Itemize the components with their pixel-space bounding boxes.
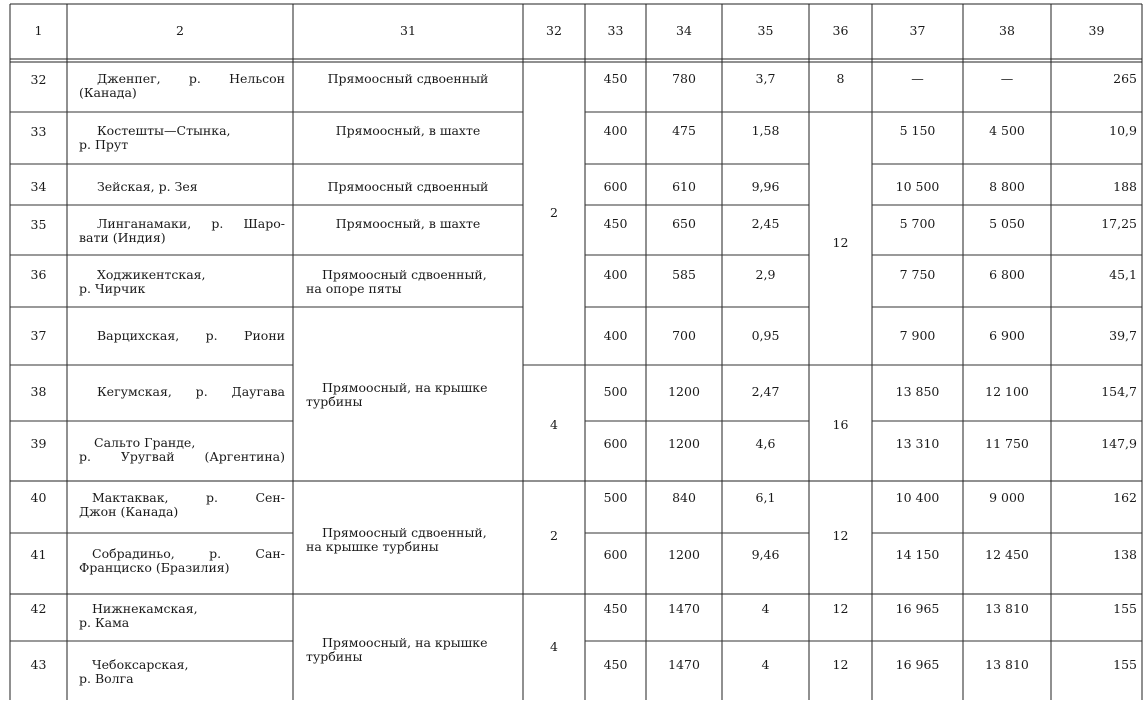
col34-value: 780	[672, 71, 696, 86]
station-name: Нижнекамская,	[92, 601, 198, 616]
station-name-cont: Франциско (Бразилия)	[79, 560, 230, 575]
col37-value: 5 150	[899, 123, 936, 138]
row-number: 40	[30, 490, 47, 505]
station-name: Чебоксарская,	[92, 657, 189, 672]
col37-value: 13 850	[895, 384, 940, 399]
row-number: 35	[30, 217, 47, 232]
type-description: Прямоосный сдвоенный	[327, 71, 489, 86]
col35-value: 4,6	[755, 436, 776, 451]
station-name: Кегумская, р. Даугава	[97, 384, 285, 399]
col39-value: 154,7	[1101, 384, 1137, 399]
col33-value: 450	[603, 71, 628, 86]
col37-value: —	[911, 71, 924, 86]
col38-value: 13 810	[985, 601, 1029, 616]
col33-value: 450	[603, 216, 628, 231]
station-name: Мактаквак, р. Сен-	[92, 490, 285, 505]
col34-value: 700	[672, 328, 696, 343]
col35-value: 6,1	[755, 490, 776, 505]
row-number: 43	[30, 657, 47, 672]
col35-value: 2,47	[751, 384, 780, 399]
col33-value: 600	[603, 547, 628, 562]
col35-value: 4	[761, 657, 770, 672]
header-cell-32: 32	[546, 23, 562, 38]
station-name: Собрадиньо, р. Сан-	[92, 546, 285, 561]
header-cell-38: 38	[999, 23, 1015, 38]
col37-value: 5 700	[899, 216, 936, 231]
col37-value: 10 400	[895, 490, 940, 505]
header-cell-37: 37	[909, 23, 926, 38]
col39-value: 45,1	[1109, 267, 1137, 282]
type-description-cont: на крышке турбины	[306, 539, 439, 554]
col36-value: 12	[832, 601, 849, 616]
header-cell-33: 33	[607, 23, 624, 38]
col32-value: 2	[550, 528, 558, 543]
type-description-cont: турбины	[306, 394, 363, 409]
col35-value: 4	[761, 601, 770, 616]
col38-value: 9 000	[989, 490, 1025, 505]
col34-value: 1470	[668, 657, 700, 672]
col36-value: 16	[832, 417, 849, 432]
col35-value: 9,96	[751, 179, 780, 194]
col37-value: 16 965	[895, 601, 940, 616]
header-cell-31: 31	[400, 23, 416, 38]
station-name: Костешты—Стынка,	[97, 123, 231, 138]
col33-value: 500	[603, 384, 628, 399]
row-number: 32	[30, 72, 47, 87]
col34-value: 1200	[668, 436, 700, 451]
header-cell-36: 36	[832, 23, 849, 38]
col38-value: 12 450	[985, 547, 1029, 562]
header-cell-35: 35	[757, 23, 774, 38]
col37-value: 7 750	[899, 267, 936, 282]
col39-value: 138	[1113, 547, 1137, 562]
station-name: Варцихская, р. Риони	[97, 328, 285, 343]
col38-value: 8 800	[989, 179, 1025, 194]
type-description: Прямоосный, на крышке	[322, 635, 488, 650]
col34-value: 1470	[668, 601, 700, 616]
col38-value: 6 900	[989, 328, 1025, 343]
type-description-cont: турбины	[306, 649, 363, 664]
type-description: Прямоосный сдвоенный,	[322, 267, 487, 282]
col38-value: 5 050	[989, 216, 1025, 231]
type-description: Прямоосный, в шахте	[335, 123, 481, 138]
station-name: Линганамаки, р. Шаро-	[97, 216, 285, 231]
col36-value: 12	[832, 657, 849, 672]
col39-value: 10,9	[1109, 123, 1137, 138]
col38-value: —	[1000, 71, 1014, 86]
col33-value: 600	[603, 436, 628, 451]
col33-value: 400	[603, 123, 628, 138]
header-cell-34: 34	[676, 23, 692, 38]
station-name-cont: Джон (Канада)	[79, 504, 179, 519]
station-name-cont: р. Кама	[79, 615, 130, 630]
col34-value: 840	[672, 490, 696, 505]
col32-value: 4	[550, 639, 558, 654]
col35-value: 1,58	[751, 123, 780, 138]
col37-value: 14 150	[895, 547, 940, 562]
col34-value: 610	[672, 179, 696, 194]
col34-value: 1200	[668, 384, 700, 399]
col35-value: 9,46	[751, 547, 780, 562]
col33-value: 400	[603, 267, 628, 282]
station-name: Ходжикентская,	[97, 267, 206, 282]
col39-value: 162	[1113, 490, 1137, 505]
type-description: Прямоосный, на крышке	[322, 380, 488, 395]
type-description-cont: на опоре пяты	[306, 281, 402, 296]
station-name-cont: р. Волга	[79, 671, 134, 686]
col37-value: 16 965	[895, 657, 940, 672]
col33-value: 450	[603, 657, 628, 672]
station-name-cont: вати (Индия)	[79, 230, 166, 245]
col33-value: 450	[603, 601, 628, 616]
station-name-cont: р. Чирчик	[79, 281, 146, 296]
type-description: Прямоосный сдвоенный,	[322, 525, 487, 540]
col38-value: 4 500	[989, 123, 1025, 138]
col39-value: 155	[1113, 657, 1137, 672]
col33-value: 400	[603, 328, 628, 343]
row-number: 38	[30, 384, 47, 399]
col37-value: 7 900	[899, 328, 936, 343]
col32-value: 2	[550, 205, 558, 220]
row-number: 36	[30, 267, 47, 282]
header-cell-39: 39	[1088, 23, 1105, 38]
col34-value: 1200	[668, 547, 700, 562]
row-number: 41	[30, 547, 47, 562]
station-name-cont: р. Прут	[79, 137, 129, 152]
col33-value: 600	[603, 179, 628, 194]
col34-value: 585	[672, 267, 696, 282]
col35-value: 3,7	[755, 71, 776, 86]
col34-value: 650	[672, 216, 696, 231]
col39-value: 147,9	[1101, 436, 1137, 451]
station-name: Сальто Гранде,	[94, 435, 196, 450]
col37-value: 10 500	[895, 179, 940, 194]
col36-value: 8	[836, 71, 845, 86]
row-number: 39	[30, 436, 47, 451]
header-cell-2: 2	[176, 23, 184, 38]
col39-value: 17,25	[1101, 216, 1137, 231]
row-number: 34	[30, 179, 47, 194]
type-description: Прямоосный, в шахте	[335, 216, 481, 231]
col38-value: 11 750	[985, 436, 1029, 451]
col38-value: 12 100	[985, 384, 1029, 399]
col36-value: 12	[832, 235, 849, 250]
header-cell-1: 1	[34, 23, 43, 38]
col32-value: 4	[550, 417, 558, 432]
row-number: 33	[30, 124, 47, 139]
col33-value: 500	[603, 490, 628, 505]
station-name-cont: р. Уругвай (Аргентина)	[79, 449, 285, 464]
station-name: Зейская, р. Зея	[97, 179, 198, 194]
station-name-cont: (Канада)	[79, 85, 137, 100]
col39-value: 155	[1113, 601, 1137, 616]
col39-value: 39,7	[1109, 328, 1137, 343]
col36-value: 12	[832, 528, 849, 543]
col39-value: 188	[1113, 179, 1137, 194]
col37-value: 13 310	[895, 436, 940, 451]
col39-value: 265	[1113, 71, 1137, 86]
col34-value: 475	[672, 123, 696, 138]
col38-value: 6 800	[989, 267, 1025, 282]
row-number: 42	[30, 601, 47, 616]
col38-value: 13 810	[985, 657, 1029, 672]
col35-value: 2,45	[751, 216, 780, 231]
type-description: Прямоосный сдвоенный	[327, 179, 489, 194]
col35-value: 0,95	[751, 328, 780, 343]
col35-value: 2,9	[755, 267, 776, 282]
row-number: 37	[30, 328, 47, 343]
station-name: Дженпег, р. Нельсон	[97, 71, 285, 86]
